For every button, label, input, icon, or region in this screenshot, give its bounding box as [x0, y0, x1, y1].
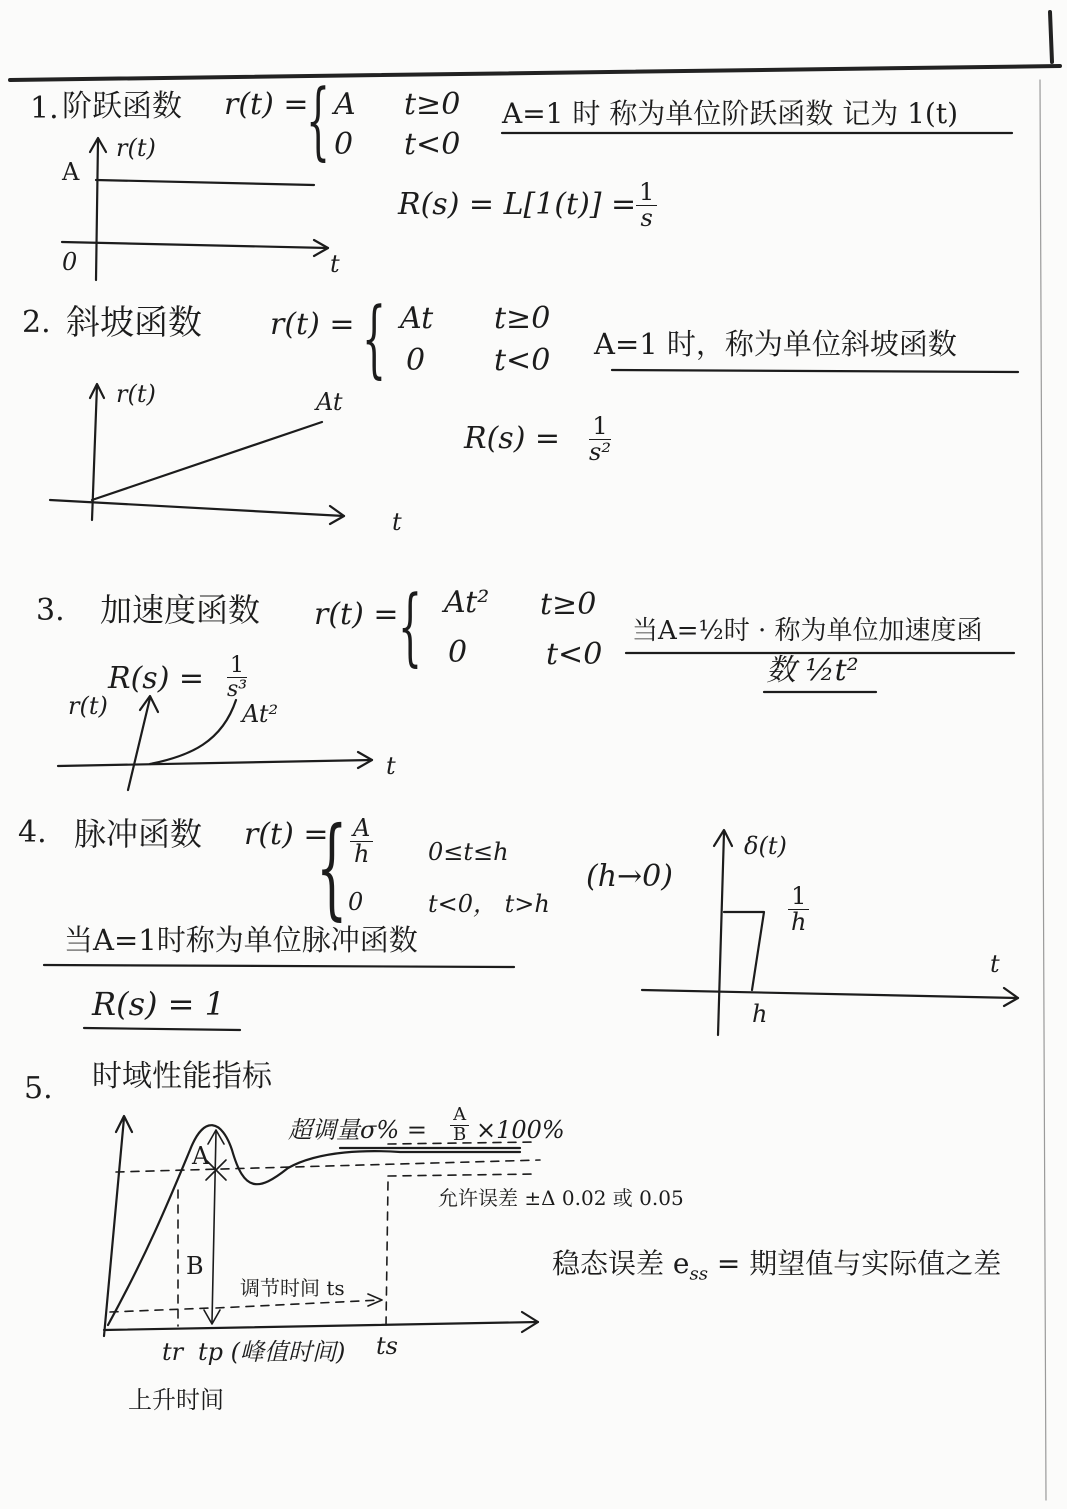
- parabola-y-axis: [128, 698, 150, 790]
- section-1-laplace-frac: [636, 180, 657, 231]
- section-4-case1-cond: 0≤t≤h: [428, 838, 509, 866]
- section-1-case1-expr: A: [334, 87, 356, 122]
- base-dashline: [110, 1308, 210, 1312]
- settling-arrow: [216, 1300, 380, 1308]
- scan-edge-right-faint: [1040, 80, 1046, 1500]
- impulse-graph-height: [788, 884, 809, 935]
- impulse-pulse: [724, 912, 764, 990]
- section-4-number: 4.: [18, 815, 47, 850]
- scan-edge-top: [10, 66, 1060, 80]
- section-2-case1-expr: At: [400, 301, 434, 336]
- section-5-steady-state: [552, 1247, 1002, 1285]
- section-3-case2-expr: 0: [448, 635, 468, 670]
- step-graph-xlabel: t: [330, 250, 340, 278]
- section-3-brace: {: [398, 577, 423, 675]
- section-3-note-line2: 数 ½t²: [766, 653, 859, 688]
- section-5-overshoot-frac: [450, 1106, 469, 1145]
- section-4-laplace: R(s) = 1: [92, 985, 225, 1023]
- section-3-laplace-frac: [224, 654, 250, 701]
- step-graph-ylabel: r(t): [116, 134, 156, 162]
- section-1-laplace: R(s) = L[1(t)] =: [398, 187, 637, 222]
- section-2-def-lhs: r(t) =: [270, 307, 355, 342]
- response-peak-label: A: [192, 1142, 210, 1170]
- section-2-laplace-frac: [586, 414, 614, 465]
- section-4-case1-frac: [350, 816, 373, 867]
- section-1-title: 阶跃函数: [62, 89, 182, 124]
- section-3-case1-expr: At²: [444, 585, 490, 620]
- response-base-label: B: [186, 1252, 204, 1280]
- frac-denominator: s: [640, 204, 653, 233]
- ts-dashline: [386, 1182, 388, 1326]
- section-2-note: A=1 时，称为单位斜坡函数: [594, 327, 957, 361]
- impulse-x-axis: [642, 990, 1018, 998]
- section-1-brace: {: [306, 71, 331, 169]
- section-5-number: 5.: [24, 1071, 53, 1106]
- response-x-axis: [104, 1322, 538, 1330]
- laplace4-underline: [84, 1028, 240, 1030]
- step-level-line: [96, 180, 314, 185]
- section-2-case2-cond: t<0: [494, 343, 551, 378]
- section-2-case1-cond: t≥0: [494, 301, 551, 336]
- response-tp-label: tp (峰值时间): [198, 1338, 346, 1366]
- section-5-title: 时域性能指标: [92, 1059, 272, 1094]
- section-1-note: A=1 时 称为单位阶跃函数 记为 1(t): [502, 97, 959, 130]
- impulse-y-axis: [718, 832, 724, 1035]
- step-graph-origin-label: 0: [62, 248, 78, 276]
- parabola-graph-ylabel: r(t): [68, 692, 108, 720]
- frac-denominator: s²: [589, 438, 611, 467]
- section-2-laplace: R(s) =: [464, 421, 561, 456]
- section-4-note: 当A=1时称为单位脉冲函数: [64, 923, 418, 957]
- section-1-case2-expr: 0: [334, 127, 354, 162]
- steady-state-label: 稳态误差 e: [552, 1247, 690, 1280]
- frac-numerator: 1: [788, 884, 809, 910]
- section-2-case2-expr: 0: [406, 343, 426, 378]
- response-y-axis: [104, 1118, 124, 1336]
- frac-denominator: h: [353, 840, 370, 869]
- step-graph-level-label: A: [62, 158, 80, 186]
- section-5-tolerance: 允许误差 ±Δ 0.02 或 0.05: [438, 1186, 684, 1210]
- peak-height-arrow: [212, 1132, 216, 1322]
- frac-numerator: 1: [636, 180, 657, 206]
- ramp-graph-line-label: At: [316, 388, 343, 416]
- frac-numerator: A: [450, 1106, 469, 1126]
- ramp-x-axis: [50, 500, 344, 516]
- section-3-case2-cond: t<0: [546, 637, 603, 672]
- parabola-graph-curve-label: At²: [242, 700, 279, 728]
- ramp-line: [92, 422, 322, 500]
- tolerance-band-lower: [388, 1174, 536, 1176]
- section-5-overshoot-tail: ×100%: [476, 1116, 565, 1144]
- parabola-x-axis: [58, 760, 372, 766]
- note4-underline: [44, 965, 514, 967]
- section-4-case2-cond: t<0， t>h: [428, 890, 550, 918]
- section-3-def-lhs: r(t) =: [314, 597, 399, 632]
- section-1-def-lhs: r(t) =: [224, 87, 309, 122]
- response-ts-label: ts: [376, 1332, 398, 1360]
- steady-state-tail: = 期望值与实际值之差: [707, 1247, 1002, 1280]
- section-4-brace: {: [316, 803, 348, 931]
- response-rise-label: 上升时间: [128, 1386, 224, 1414]
- frac-numerator: A: [350, 816, 373, 842]
- frac-numerator: 1: [589, 414, 610, 440]
- response-tr-label: tr: [162, 1338, 184, 1366]
- section-3-title: 加速度函数: [100, 591, 261, 629]
- section-4-limit: (h→0): [586, 859, 673, 894]
- ramp-graph-ylabel: r(t): [116, 380, 156, 408]
- section-4-case2-expr: 0: [348, 888, 364, 916]
- frac-denominator: B: [453, 1123, 467, 1145]
- parabola-graph-xlabel: t: [386, 752, 396, 780]
- section-2-brace: {: [362, 289, 387, 387]
- impulse-graph-width-label: h: [752, 1000, 768, 1028]
- frac-denominator: h: [791, 908, 807, 937]
- section-1-case2-cond: t<0: [404, 127, 461, 162]
- scan-edge-right: [1050, 12, 1052, 62]
- step-x-axis: [62, 242, 328, 248]
- section-2-title: 斜坡函数: [66, 303, 202, 343]
- section-4-title: 脉冲函数: [74, 815, 203, 853]
- impulse-graph-xlabel: t: [990, 950, 1000, 978]
- frac-numerator: 1: [227, 654, 247, 678]
- section-3-note-line1: 当A=½时 · 称为单位加速度函: [632, 616, 983, 646]
- steady-state-dash: [116, 1160, 540, 1172]
- section-3-case1-cond: t≥0: [540, 587, 597, 622]
- steady-state-sub: ss: [689, 1263, 708, 1285]
- response-settling-label: 调节时间 ts: [240, 1276, 345, 1300]
- parabola-curve: [150, 700, 236, 764]
- step-y-axis: [96, 140, 98, 280]
- impulse-graph-ylabel: δ(t): [744, 832, 787, 860]
- section-3-laplace: R(s) =: [108, 661, 205, 696]
- frac-denominator: s³: [227, 677, 248, 703]
- section-2-number: 2.: [22, 305, 51, 340]
- section-1-number: 1.: [30, 91, 59, 126]
- section-5-overshoot: 超调量σ% =: [288, 1116, 427, 1144]
- note2-underline: [612, 370, 1018, 372]
- section-3-number: 3.: [36, 593, 65, 628]
- section-4-def-lhs: r(t) =: [244, 817, 329, 852]
- ramp-graph-xlabel: t: [392, 508, 402, 536]
- section-1-case1-cond: t≥0: [404, 87, 461, 122]
